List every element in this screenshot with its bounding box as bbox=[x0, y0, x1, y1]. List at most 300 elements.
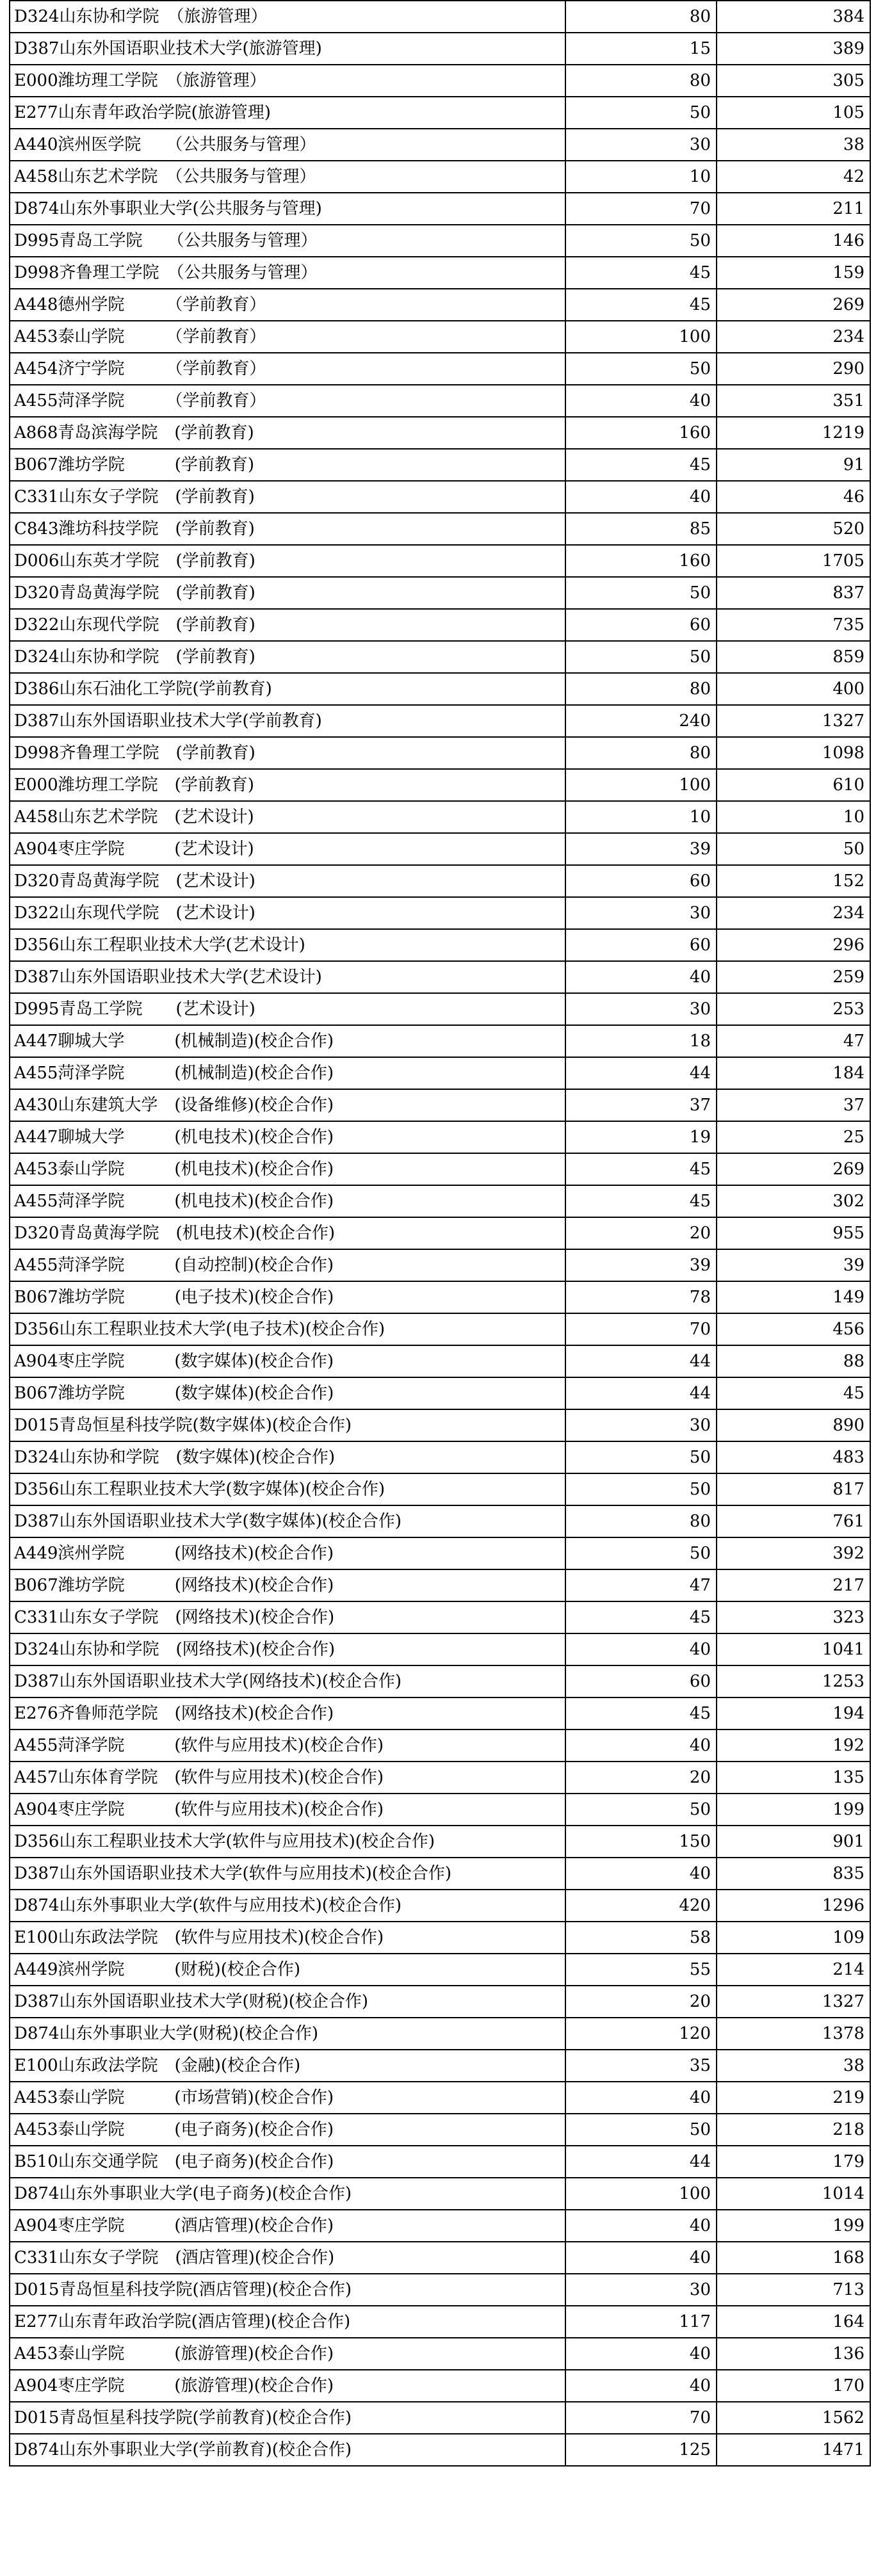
table-row bbox=[10, 1249, 870, 1281]
table-row bbox=[10, 961, 870, 993]
plan-count-cell: 40 bbox=[565, 1729, 717, 1762]
school-major-cell: A449滨州学院 (网络技术)(校企合作) bbox=[10, 1537, 565, 1569]
school-major-cell: D998齐鲁理工学院 (学前教育) bbox=[10, 737, 565, 769]
applicant-count-cell: 384 bbox=[717, 1, 870, 33]
admissions-table bbox=[9, 0, 871, 2467]
plan-count-cell: 39 bbox=[565, 833, 717, 865]
plan-count-cell: 40 bbox=[565, 2082, 717, 2114]
applicant-count-cell: 37 bbox=[717, 1089, 870, 1121]
school-major-cell: D322山东现代学院 (艺术设计) bbox=[10, 897, 565, 929]
school-major-cell: D995青岛工学院 （公共服务与管理） bbox=[10, 225, 565, 257]
school-major-cell: A457山东体育学院 (软件与应用技术)(校企合作) bbox=[10, 1762, 565, 1794]
plan-count-cell: 40 bbox=[565, 1633, 717, 1665]
table-row bbox=[10, 1794, 870, 1826]
plan-count-cell: 20 bbox=[565, 1762, 717, 1794]
table-row bbox=[10, 1954, 870, 1986]
applicant-count-cell: 400 bbox=[717, 673, 870, 705]
school-major-cell: B510山东交通学院 (电子商务)(校企合作) bbox=[10, 2146, 565, 2178]
applicant-count-cell: 392 bbox=[717, 1537, 870, 1569]
school-major-cell: D324山东协和学院 （旅游管理） bbox=[10, 1, 565, 33]
school-major-cell: D874山东外事职业大学(电子商务)(校企合作) bbox=[10, 2178, 565, 2210]
school-major-cell: A868青岛滨海学院 (学前教育) bbox=[10, 417, 565, 449]
applicant-count-cell: 47 bbox=[717, 1025, 870, 1057]
table-row bbox=[10, 1, 870, 33]
applicant-count-cell: 890 bbox=[717, 1409, 870, 1441]
school-major-cell: D324山东协和学院 (网络技术)(校企合作) bbox=[10, 1633, 565, 1665]
school-major-cell: A453泰山学院 (旅游管理)(校企合作) bbox=[10, 2338, 565, 2370]
plan-count-cell: 50 bbox=[565, 225, 717, 257]
table-row bbox=[10, 2274, 870, 2306]
applicant-count-cell: 1327 bbox=[717, 1986, 870, 2018]
school-major-cell: B067潍坊学院 (网络技术)(校企合作) bbox=[10, 1569, 565, 1601]
applicant-count-cell: 290 bbox=[717, 353, 870, 385]
table-row bbox=[10, 1313, 870, 1345]
table-row bbox=[10, 1345, 870, 1377]
table-row bbox=[10, 2338, 870, 2370]
school-major-cell: A453泰山学院 （学前教育） bbox=[10, 321, 565, 353]
applicant-count-cell: 1219 bbox=[717, 417, 870, 449]
table-row bbox=[10, 129, 870, 161]
table-row bbox=[10, 1025, 870, 1057]
table-row bbox=[10, 1633, 870, 1665]
school-major-cell: A440滨州医学院 （公共服务与管理） bbox=[10, 129, 565, 161]
school-major-cell: A904枣庄学院 (软件与应用技术)(校企合作) bbox=[10, 1794, 565, 1826]
applicant-count-cell: 214 bbox=[717, 1954, 870, 1986]
table-body bbox=[10, 1, 870, 2466]
school-major-cell: A453泰山学院 (市场营销)(校企合作) bbox=[10, 2082, 565, 2114]
table-row bbox=[10, 609, 870, 641]
plan-count-cell: 20 bbox=[565, 1217, 717, 1249]
applicant-count-cell: 817 bbox=[717, 1473, 870, 1505]
table-row bbox=[10, 1185, 870, 1217]
applicant-count-cell: 217 bbox=[717, 1569, 870, 1601]
plan-count-cell: 160 bbox=[565, 417, 717, 449]
table-row bbox=[10, 2050, 870, 2082]
table-row bbox=[10, 1153, 870, 1185]
school-major-cell: A448德州学院 （学前教育） bbox=[10, 289, 565, 321]
plan-count-cell: 150 bbox=[565, 1826, 717, 1858]
applicant-count-cell: 483 bbox=[717, 1441, 870, 1473]
applicant-count-cell: 1562 bbox=[717, 2402, 870, 2434]
school-major-cell: A904枣庄学院 (酒店管理)(校企合作) bbox=[10, 2210, 565, 2242]
applicant-count-cell: 194 bbox=[717, 1697, 870, 1729]
applicant-count-cell: 1041 bbox=[717, 1633, 870, 1665]
table-row bbox=[10, 1601, 870, 1633]
school-major-cell: A458山东艺术学院 （公共服务与管理） bbox=[10, 161, 565, 193]
applicant-count-cell: 837 bbox=[717, 577, 870, 609]
school-major-cell: A449滨州学院 (财税)(校企合作) bbox=[10, 1954, 565, 1986]
table-row bbox=[10, 2434, 870, 2466]
school-major-cell: D387山东外国语职业技术大学(学前教育) bbox=[10, 705, 565, 737]
school-major-cell: A455菏泽学院 (软件与应用技术)(校企合作) bbox=[10, 1729, 565, 1762]
school-major-cell: A447聊城大学 (机电技术)(校企合作) bbox=[10, 1121, 565, 1153]
school-major-cell: D320青岛黄海学院 (艺术设计) bbox=[10, 865, 565, 897]
applicant-count-cell: 136 bbox=[717, 2338, 870, 2370]
table-row bbox=[10, 513, 870, 545]
table-row bbox=[10, 865, 870, 897]
table-row bbox=[10, 1121, 870, 1153]
plan-count-cell: 80 bbox=[565, 737, 717, 769]
plan-count-cell: 47 bbox=[565, 1569, 717, 1601]
applicant-count-cell: 253 bbox=[717, 993, 870, 1025]
school-major-cell: D015青岛恒星科技学院(数字媒体)(校企合作) bbox=[10, 1409, 565, 1441]
applicant-count-cell: 269 bbox=[717, 289, 870, 321]
applicant-count-cell: 10 bbox=[717, 801, 870, 833]
plan-count-cell: 10 bbox=[565, 161, 717, 193]
plan-count-cell: 100 bbox=[565, 2178, 717, 2210]
applicant-count-cell: 50 bbox=[717, 833, 870, 865]
school-major-cell: D015青岛恒星科技学院(学前教育)(校企合作) bbox=[10, 2402, 565, 2434]
plan-count-cell: 10 bbox=[565, 801, 717, 833]
plan-count-cell: 78 bbox=[565, 1281, 717, 1313]
table-row bbox=[10, 1569, 870, 1601]
applicant-count-cell: 218 bbox=[717, 2114, 870, 2146]
table-row bbox=[10, 929, 870, 961]
school-major-cell: A453泰山学院 (机电技术)(校企合作) bbox=[10, 1153, 565, 1185]
table-row bbox=[10, 737, 870, 769]
table-row bbox=[10, 2082, 870, 2114]
plan-count-cell: 60 bbox=[565, 1665, 717, 1697]
school-major-cell: C331山东女子学院 (网络技术)(校企合作) bbox=[10, 1601, 565, 1633]
applicant-count-cell: 38 bbox=[717, 2050, 870, 2082]
table-row bbox=[10, 385, 870, 417]
school-major-cell: D324山东协和学院 (学前教育) bbox=[10, 641, 565, 673]
table-row bbox=[10, 1217, 870, 1249]
school-major-cell: A455菏泽学院 (机械制造)(校企合作) bbox=[10, 1057, 565, 1089]
applicant-count-cell: 192 bbox=[717, 1729, 870, 1762]
table-row bbox=[10, 2242, 870, 2274]
school-major-cell: E277山东青年政治学院(旅游管理) bbox=[10, 97, 565, 129]
table-row bbox=[10, 321, 870, 353]
school-major-cell: A430山东建筑大学 (设备维修)(校企合作) bbox=[10, 1089, 565, 1121]
plan-count-cell: 30 bbox=[565, 993, 717, 1025]
applicant-count-cell: 164 bbox=[717, 2306, 870, 2338]
table-row bbox=[10, 353, 870, 385]
table-row bbox=[10, 2402, 870, 2434]
table-row bbox=[10, 1858, 870, 1890]
table-row bbox=[10, 449, 870, 481]
school-major-cell: E000潍坊理工学院 (学前教育) bbox=[10, 769, 565, 801]
table-row bbox=[10, 289, 870, 321]
table-row bbox=[10, 1089, 870, 1121]
applicant-count-cell: 1327 bbox=[717, 705, 870, 737]
school-major-cell: D356山东工程职业技术大学(软件与应用技术)(校企合作) bbox=[10, 1826, 565, 1858]
applicant-count-cell: 234 bbox=[717, 321, 870, 353]
plan-count-cell: 30 bbox=[565, 129, 717, 161]
school-major-cell: A455菏泽学院 （学前教育） bbox=[10, 385, 565, 417]
school-major-cell: C331山东女子学院 (学前教育) bbox=[10, 481, 565, 513]
school-major-cell: E277山东青年政治学院(酒店管理)(校企合作) bbox=[10, 2306, 565, 2338]
applicant-count-cell: 1471 bbox=[717, 2434, 870, 2466]
plan-count-cell: 420 bbox=[565, 1890, 717, 1922]
table-row bbox=[10, 2178, 870, 2210]
table-row bbox=[10, 161, 870, 193]
plan-count-cell: 45 bbox=[565, 257, 717, 289]
table-row bbox=[10, 1441, 870, 1473]
table-row bbox=[10, 2114, 870, 2146]
applicant-count-cell: 184 bbox=[717, 1057, 870, 1089]
plan-count-cell: 30 bbox=[565, 2274, 717, 2306]
plan-count-cell: 50 bbox=[565, 577, 717, 609]
applicant-count-cell: 735 bbox=[717, 609, 870, 641]
applicant-count-cell: 25 bbox=[717, 1121, 870, 1153]
school-major-cell: A458山东艺术学院 (艺术设计) bbox=[10, 801, 565, 833]
plan-count-cell: 18 bbox=[565, 1025, 717, 1057]
plan-count-cell: 85 bbox=[565, 513, 717, 545]
plan-count-cell: 50 bbox=[565, 353, 717, 385]
school-major-cell: B067潍坊学院 (数字媒体)(校企合作) bbox=[10, 1377, 565, 1409]
applicant-count-cell: 302 bbox=[717, 1185, 870, 1217]
applicant-count-cell: 1378 bbox=[717, 2018, 870, 2050]
plan-count-cell: 120 bbox=[565, 2018, 717, 2050]
plan-count-cell: 55 bbox=[565, 1954, 717, 1986]
plan-count-cell: 50 bbox=[565, 641, 717, 673]
plan-count-cell: 19 bbox=[565, 1121, 717, 1153]
applicant-count-cell: 713 bbox=[717, 2274, 870, 2306]
plan-count-cell: 40 bbox=[565, 2370, 717, 2402]
applicant-count-cell: 456 bbox=[717, 1313, 870, 1345]
school-major-cell: D356山东工程职业技术大学(电子技术)(校企合作) bbox=[10, 1313, 565, 1345]
plan-count-cell: 50 bbox=[565, 1441, 717, 1473]
applicant-count-cell: 269 bbox=[717, 1153, 870, 1185]
plan-count-cell: 60 bbox=[565, 609, 717, 641]
school-major-cell: C331山东女子学院 (酒店管理)(校企合作) bbox=[10, 2242, 565, 2274]
table-row bbox=[10, 1986, 870, 2018]
applicant-count-cell: 170 bbox=[717, 2370, 870, 2402]
table-row bbox=[10, 801, 870, 833]
table-row bbox=[10, 1537, 870, 1569]
applicant-count-cell: 105 bbox=[717, 97, 870, 129]
table-row bbox=[10, 1826, 870, 1858]
plan-count-cell: 40 bbox=[565, 961, 717, 993]
plan-count-cell: 20 bbox=[565, 1986, 717, 2018]
plan-count-cell: 60 bbox=[565, 929, 717, 961]
applicant-count-cell: 219 bbox=[717, 2082, 870, 2114]
table-row bbox=[10, 1665, 870, 1697]
applicant-count-cell: 152 bbox=[717, 865, 870, 897]
table-row bbox=[10, 1922, 870, 1954]
school-major-cell: C843潍坊科技学院 (学前教育) bbox=[10, 513, 565, 545]
table-row bbox=[10, 641, 870, 673]
plan-count-cell: 40 bbox=[565, 1858, 717, 1890]
table-row bbox=[10, 2146, 870, 2178]
school-major-cell: D387山东外国语职业技术大学(财税)(校企合作) bbox=[10, 1986, 565, 2018]
applicant-count-cell: 159 bbox=[717, 257, 870, 289]
table-row bbox=[10, 97, 870, 129]
applicant-count-cell: 520 bbox=[717, 513, 870, 545]
table-row bbox=[10, 481, 870, 513]
applicant-count-cell: 146 bbox=[717, 225, 870, 257]
applicant-count-cell: 901 bbox=[717, 1826, 870, 1858]
table-row bbox=[10, 1377, 870, 1409]
plan-count-cell: 44 bbox=[565, 1345, 717, 1377]
applicant-count-cell: 211 bbox=[717, 193, 870, 225]
school-major-cell: D356山东工程职业技术大学(艺术设计) bbox=[10, 929, 565, 961]
plan-count-cell: 45 bbox=[565, 1697, 717, 1729]
plan-count-cell: 50 bbox=[565, 1794, 717, 1826]
applicant-count-cell: 38 bbox=[717, 129, 870, 161]
table-row bbox=[10, 2306, 870, 2338]
applicant-count-cell: 46 bbox=[717, 481, 870, 513]
applicant-count-cell: 859 bbox=[717, 641, 870, 673]
applicant-count-cell: 259 bbox=[717, 961, 870, 993]
school-major-cell: A904枣庄学院 (旅游管理)(校企合作) bbox=[10, 2370, 565, 2402]
plan-count-cell: 50 bbox=[565, 1537, 717, 1569]
applicant-count-cell: 199 bbox=[717, 1794, 870, 1826]
applicant-count-cell: 168 bbox=[717, 2242, 870, 2274]
table-row bbox=[10, 193, 870, 225]
applicant-count-cell: 199 bbox=[717, 2210, 870, 2242]
school-major-cell: D874山东外事职业大学(软件与应用技术)(校企合作) bbox=[10, 1890, 565, 1922]
school-major-cell: D320青岛黄海学院 (学前教育) bbox=[10, 577, 565, 609]
school-major-cell: D387山东外国语职业技术大学(软件与应用技术)(校企合作) bbox=[10, 1858, 565, 1890]
plan-count-cell: 40 bbox=[565, 481, 717, 513]
applicant-count-cell: 761 bbox=[717, 1505, 870, 1537]
school-major-cell: D015青岛恒星科技学院(酒店管理)(校企合作) bbox=[10, 2274, 565, 2306]
school-major-cell: E100山东政法学院 (金融)(校企合作) bbox=[10, 2050, 565, 2082]
table-row bbox=[10, 993, 870, 1025]
table-row bbox=[10, 1697, 870, 1729]
table-row bbox=[10, 1281, 870, 1313]
table-row bbox=[10, 1762, 870, 1794]
school-major-cell: D387山东外国语职业技术大学(数字媒体)(校企合作) bbox=[10, 1505, 565, 1537]
plan-count-cell: 58 bbox=[565, 1922, 717, 1954]
table-row bbox=[10, 545, 870, 577]
applicant-count-cell: 1253 bbox=[717, 1665, 870, 1697]
applicant-count-cell: 323 bbox=[717, 1601, 870, 1633]
school-major-cell: D874山东外事职业大学(学前教育)(校企合作) bbox=[10, 2434, 565, 2466]
school-major-cell: D356山东工程职业技术大学(数字媒体)(校企合作) bbox=[10, 1473, 565, 1505]
applicant-count-cell: 1098 bbox=[717, 737, 870, 769]
table-row bbox=[10, 577, 870, 609]
applicant-count-cell: 179 bbox=[717, 2146, 870, 2178]
plan-count-cell: 15 bbox=[565, 33, 717, 65]
table-row bbox=[10, 2370, 870, 2402]
table-row bbox=[10, 2210, 870, 2242]
table-row bbox=[10, 1473, 870, 1505]
applicant-count-cell: 305 bbox=[717, 65, 870, 97]
plan-count-cell: 30 bbox=[565, 1409, 717, 1441]
school-major-cell: A455菏泽学院 (机电技术)(校企合作) bbox=[10, 1185, 565, 1217]
school-major-cell: D998齐鲁理工学院 （公共服务与管理） bbox=[10, 257, 565, 289]
plan-count-cell: 80 bbox=[565, 1505, 717, 1537]
plan-count-cell: 39 bbox=[565, 1249, 717, 1281]
applicant-count-cell: 234 bbox=[717, 897, 870, 929]
table-row bbox=[10, 833, 870, 865]
school-major-cell: E276齐鲁师范学院 (网络技术)(校企合作) bbox=[10, 1697, 565, 1729]
school-major-cell: A455菏泽学院 (自动控制)(校企合作) bbox=[10, 1249, 565, 1281]
school-major-cell: D324山东协和学院 (数字媒体)(校企合作) bbox=[10, 1441, 565, 1473]
applicant-count-cell: 835 bbox=[717, 1858, 870, 1890]
table-row bbox=[10, 1890, 870, 1922]
table-row bbox=[10, 769, 870, 801]
plan-count-cell: 44 bbox=[565, 2146, 717, 2178]
applicant-count-cell: 296 bbox=[717, 929, 870, 961]
applicant-count-cell: 1705 bbox=[717, 545, 870, 577]
applicant-count-cell: 39 bbox=[717, 1249, 870, 1281]
plan-count-cell: 40 bbox=[565, 2242, 717, 2274]
plan-count-cell: 45 bbox=[565, 449, 717, 481]
plan-count-cell: 44 bbox=[565, 1377, 717, 1409]
school-major-cell: B067潍坊学院 (学前教育) bbox=[10, 449, 565, 481]
plan-count-cell: 100 bbox=[565, 769, 717, 801]
school-major-cell: A453泰山学院 (电子商务)(校企合作) bbox=[10, 2114, 565, 2146]
school-major-cell: B067潍坊学院 (电子技术)(校企合作) bbox=[10, 1281, 565, 1313]
applicant-count-cell: 91 bbox=[717, 449, 870, 481]
plan-count-cell: 70 bbox=[565, 193, 717, 225]
plan-count-cell: 50 bbox=[565, 2114, 717, 2146]
plan-count-cell: 35 bbox=[565, 2050, 717, 2082]
plan-count-cell: 80 bbox=[565, 673, 717, 705]
applicant-count-cell: 45 bbox=[717, 1377, 870, 1409]
plan-count-cell: 117 bbox=[565, 2306, 717, 2338]
school-major-cell: A447聊城大学 (机械制造)(校企合作) bbox=[10, 1025, 565, 1057]
plan-count-cell: 30 bbox=[565, 897, 717, 929]
plan-count-cell: 50 bbox=[565, 1473, 717, 1505]
applicant-count-cell: 1296 bbox=[717, 1890, 870, 1922]
plan-count-cell: 40 bbox=[565, 385, 717, 417]
applicant-count-cell: 135 bbox=[717, 1762, 870, 1794]
plan-count-cell: 125 bbox=[565, 2434, 717, 2466]
applicant-count-cell: 42 bbox=[717, 161, 870, 193]
school-major-cell: D322山东现代学院 (学前教育) bbox=[10, 609, 565, 641]
applicant-count-cell: 88 bbox=[717, 1345, 870, 1377]
plan-count-cell: 160 bbox=[565, 545, 717, 577]
plan-count-cell: 40 bbox=[565, 2338, 717, 2370]
applicant-count-cell: 351 bbox=[717, 385, 870, 417]
table-row bbox=[10, 33, 870, 65]
table-row bbox=[10, 2018, 870, 2050]
table-row bbox=[10, 225, 870, 257]
plan-count-cell: 60 bbox=[565, 865, 717, 897]
plan-count-cell: 45 bbox=[565, 1185, 717, 1217]
school-major-cell: A904枣庄学院 (艺术设计) bbox=[10, 833, 565, 865]
school-major-cell: D387山东外国语职业技术大学(网络技术)(校企合作) bbox=[10, 1665, 565, 1697]
table-row bbox=[10, 1505, 870, 1537]
plan-count-cell: 70 bbox=[565, 1313, 717, 1345]
table-row bbox=[10, 897, 870, 929]
school-major-cell: E000潍坊理工学院 （旅游管理） bbox=[10, 65, 565, 97]
school-major-cell: E100山东政法学院 (软件与应用技术)(校企合作) bbox=[10, 1922, 565, 1954]
table-row bbox=[10, 1057, 870, 1089]
plan-count-cell: 45 bbox=[565, 1153, 717, 1185]
plan-count-cell: 45 bbox=[565, 1601, 717, 1633]
plan-count-cell: 240 bbox=[565, 705, 717, 737]
school-major-cell: A454济宁学院 （学前教育） bbox=[10, 353, 565, 385]
applicant-count-cell: 149 bbox=[717, 1281, 870, 1313]
table-row bbox=[10, 1409, 870, 1441]
plan-count-cell: 70 bbox=[565, 2402, 717, 2434]
school-major-cell: D386山东石油化工学院(学前教育) bbox=[10, 673, 565, 705]
school-major-cell: D320青岛黄海学院 (机电技术)(校企合作) bbox=[10, 1217, 565, 1249]
plan-count-cell: 37 bbox=[565, 1089, 717, 1121]
plan-count-cell: 40 bbox=[565, 2210, 717, 2242]
school-major-cell: D874山东外事职业大学(财税)(校企合作) bbox=[10, 2018, 565, 2050]
applicant-count-cell: 109 bbox=[717, 1922, 870, 1954]
plan-count-cell: 45 bbox=[565, 289, 717, 321]
plan-count-cell: 80 bbox=[565, 1, 717, 33]
plan-count-cell: 44 bbox=[565, 1057, 717, 1089]
plan-count-cell: 50 bbox=[565, 97, 717, 129]
school-major-cell: D387山东外国语职业技术大学(旅游管理) bbox=[10, 33, 565, 65]
table-row bbox=[10, 673, 870, 705]
school-major-cell: D006山东英才学院 (学前教育) bbox=[10, 545, 565, 577]
school-major-cell: D387山东外国语职业技术大学(艺术设计) bbox=[10, 961, 565, 993]
plan-count-cell: 80 bbox=[565, 65, 717, 97]
table-row bbox=[10, 417, 870, 449]
school-major-cell: A904枣庄学院 (数字媒体)(校企合作) bbox=[10, 1345, 565, 1377]
table-row bbox=[10, 257, 870, 289]
